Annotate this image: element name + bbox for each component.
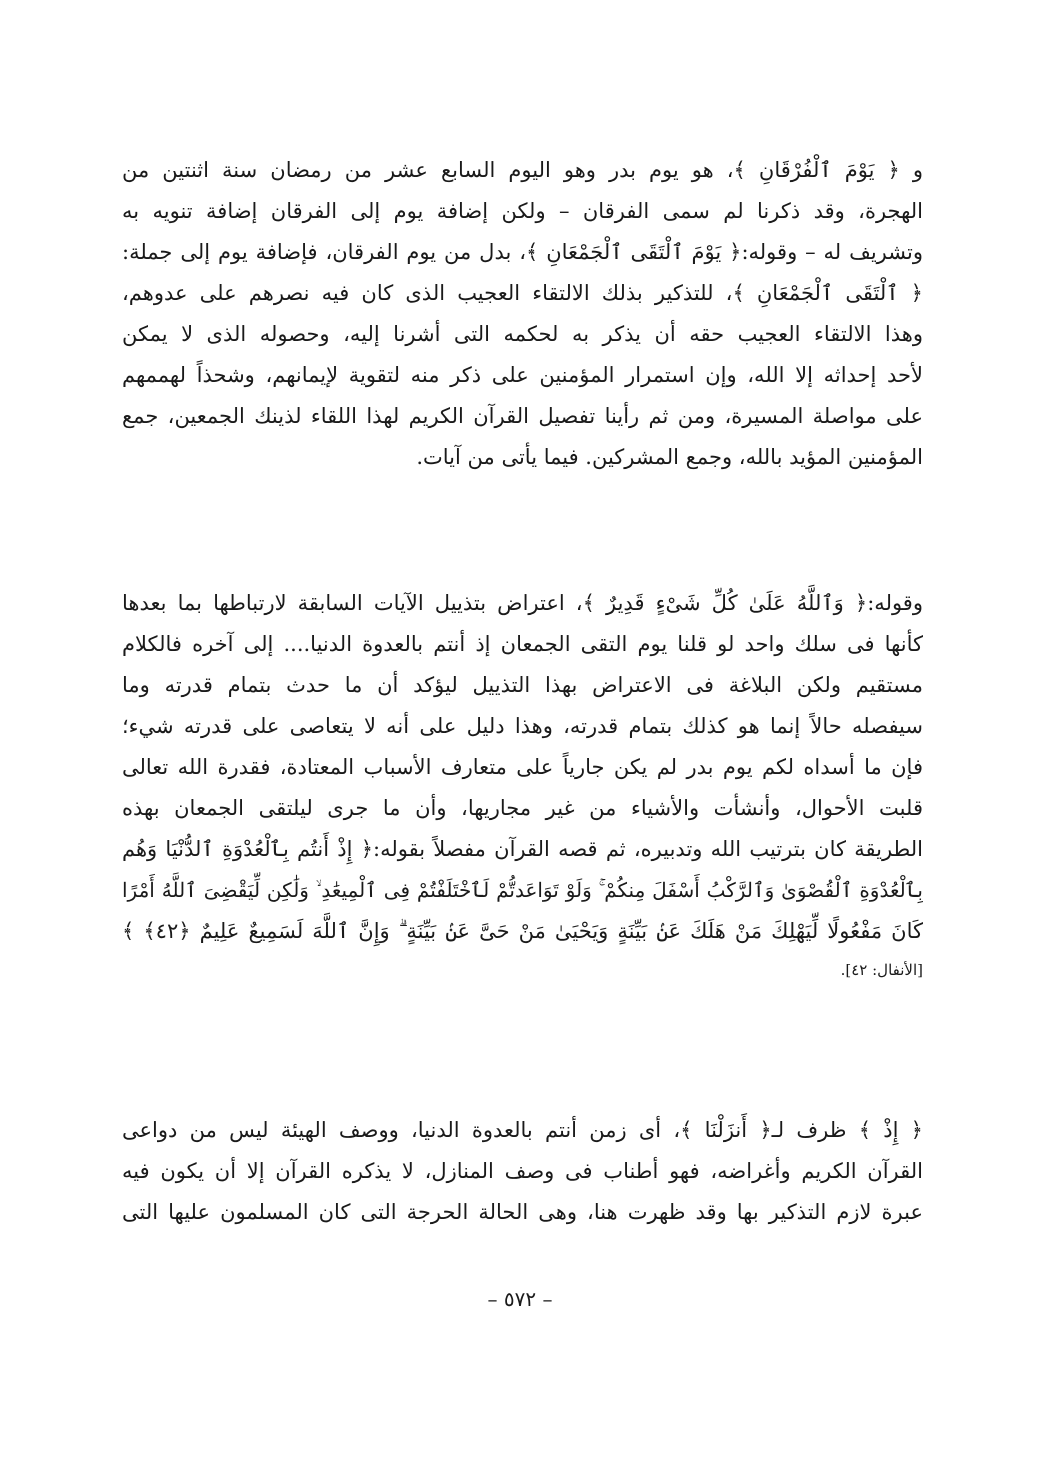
text-line: فإن ما أسداه لكم يوم بدر لم يكن جارياً على متعارف الأسباب المعتادة، فقدرة الله تعالى: [122, 755, 923, 779]
text-line: كأنها فى سلك واحد لو قلنا يوم التقى الجمعان إذ أنتم بالعدوة الدنيا.... إلى آخره فالكلام: [122, 632, 923, 656]
page-number: – ٥٧٢ –: [487, 1287, 553, 1311]
paragraph-3: [122, 1110, 923, 1233]
quran-verse-line: بِٱلْعُدْوَةِ ٱلْقُصْوَىٰ وَٱلرَّكْبُ أَسْفَلَ مِنكُمْ ۚ وَلَوْ تَوَاعَدتُّمْ لَٱخْتَلَفْتُمْ فِى ٱلْمِيعَٰدِ ۙ وَلَٰكِن لِّيَقْضِىَ ٱللَّهُ أَمْرًا: [122, 878, 923, 902]
text-line: المؤمنين المؤيد بالله، وجمع المشركين. فيما يأتى من آيات.: [416, 445, 923, 469]
paragraph-1: [122, 150, 923, 478]
paragraph-2: [122, 583, 923, 988]
text-line: و ﴿ يَوْمَ ٱلْفُرْقَانِ ﴾، هو يوم بدر وهو اليوم السابع عشر من رمضان سنة اثنتين من: [122, 158, 923, 182]
text-line: لأحد إحداثه إلا الله، وإن استمرار المؤمنين على ذكر منه لتقوية لإيمانهم، وشحذاً لهممهم: [122, 363, 923, 387]
text-line: وتشريف له – وقوله:﴿ يَوْمَ ٱلْتَقَى ٱلْجَمْعَانِ ﴾، بدل من يوم الفرقان، فإضافة يوم إلى جملة:: [122, 240, 923, 264]
text-line: وهذا الالتقاء العجيب حقه أن يذكر به لحكمه التى أشرنا إليه، وحصوله الذى لا يمكن: [122, 322, 923, 346]
text-line: عبرة لازم التذكير بها وقد ظهرت هنا، وهى الحالة الحرجة التى كان المسلمون عليها التى: [122, 1200, 923, 1224]
text-line: ﴿ ٱلْتَقَى ٱلْجَمْعَانِ ﴾، للتذكير بذلك الالتقاء العجيب الذى كان فيه نصرهم على عدوهم،: [122, 281, 923, 305]
text-line: القرآن الكريم وأغراضه، فهو أطناب فى وصف المنازل، لا يذكره القرآن إلا أن يكون فيه: [122, 1159, 923, 1183]
quran-verse-line: كَانَ مَفْعُولًا لِّيَهْلِكَ مَنْ هَلَكَ عَنۢ بَيِّنَةٍ وَيَحْيَىٰ مَنْ حَىَّ عَنۢ بَيِّنَةٍ ۗ وَإِنَّ ٱللَّهَ لَسَمِيعٌ عَلِيمٌ ﴿٤٢﴾ ﴾: [122, 919, 923, 943]
verse-citation: [الأنفال: ٤٢].: [840, 961, 923, 979]
text-line: الطريقة كان بترتيب الله وتدبيره، ثم قصه القرآن مفصلاً بقوله:﴿ إِذْ أَنتُم بِٱلْعُدْوَةِ ٱلدُّنْيَا وَهُم: [122, 837, 923, 861]
text-line: قلبت الأحوال، وأنشأت والأشياء من غير مجاريها، وأن ما جرى ليلتقى الجمعان بهذه: [122, 796, 923, 820]
text-line: وقوله:﴿ وَٱللَّهُ عَلَىٰ كُلِّ شَىْءٍ قَدِيرٌ ﴾، اعتراض بتذييل الآيات السابقة لارتباطها بما بعدها: [122, 591, 923, 615]
text-line: مستقيم ولكن البلاغة فى الاعتراض بهذا التذييل ليؤكد أن ما حدث بتمام قدرته وما: [122, 673, 923, 697]
text-line: على مواصلة المسيرة، ومن ثم رأينا تفصيل القرآن الكريم لهذا اللقاء لذينك الجمعين، جمع: [122, 404, 923, 428]
text-line: سيفصله حالاً إنما هو كذلك بتمام قدرته، وهذا دليل على أنه لا يتعاصى على قدرته شيء؛: [122, 714, 923, 738]
text-line: ﴿ إِذْ ﴾ ظرف لـ﴿ أَنزَلْنَا ﴾، أى زمن أنتم بالعدوة الدنيا، ووصف الهيئة ليس من دواعى: [122, 1118, 923, 1142]
text-line: الهجرة، وقد ذكرنا لم سمى الفرقان – ولكن إضافة يوم إلى الفرقان إضافة تنويه به: [122, 199, 923, 223]
